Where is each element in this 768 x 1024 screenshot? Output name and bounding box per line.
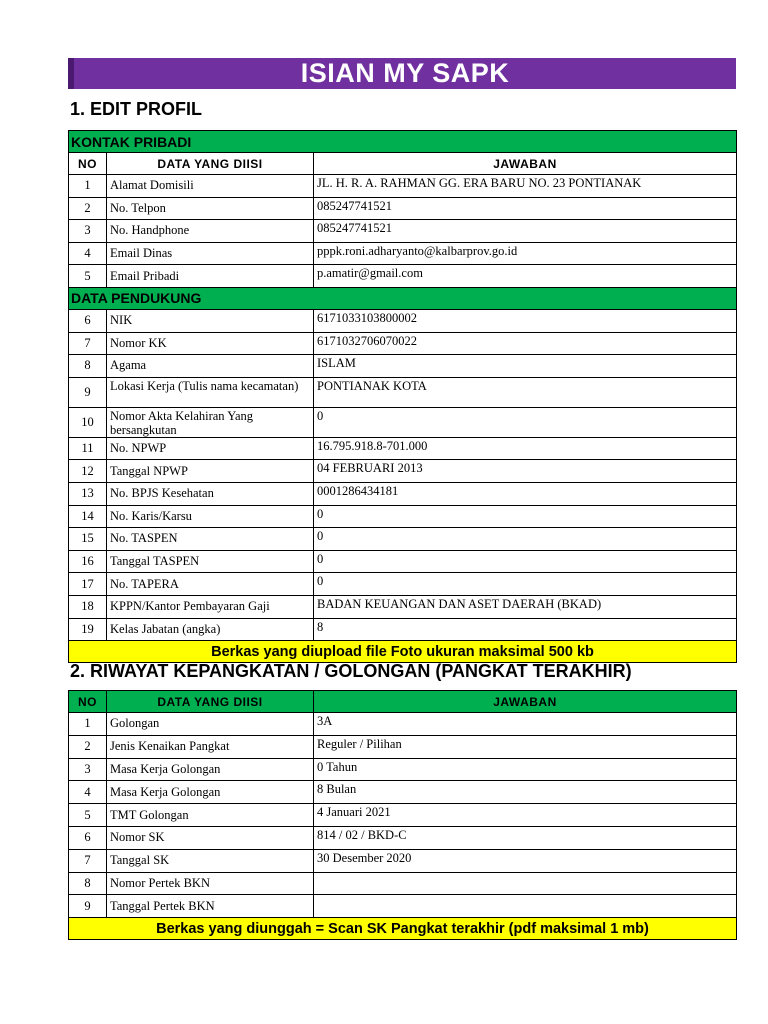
row-number: 11 [69,437,107,460]
row-label: Nomor KK [107,332,314,355]
row-number: 17 [69,573,107,596]
row-label: No. Telpon [107,197,314,220]
row-value: 04 FEBRUARI 2013 [314,460,737,483]
row-number: 1 [69,175,107,198]
row-value: 8 [314,618,737,641]
row-number: 13 [69,482,107,505]
row-label: No. TAPERA [107,573,314,596]
table-row [69,265,737,288]
section-heading-riwayat-kepangkatan: 2. RIWAYAT KEPANGKATAN / GOLONGAN (PANGKAT TERAKHIR) [70,661,632,681]
band-kontak-pribadi [69,131,737,153]
band-data-pendukung [69,287,737,309]
table-row [69,713,737,736]
title-bar [68,58,736,89]
upload-note: Berkas yang diunggah = Scan SK Pangkat terakhir (pdf maksimal 1 mb) [69,918,737,940]
row-value: 4 Januari 2021 [314,804,737,827]
table-row [69,758,737,781]
row-label: Email Dinas [107,242,314,265]
header-row [69,691,737,713]
row-value: 085247741521 [314,220,737,243]
table-row [69,781,737,804]
row-label: NIK [107,309,314,332]
table-row [69,895,737,918]
row-value: 8 Bulan [314,781,737,804]
row-number: 6 [69,826,107,849]
row-number: 4 [69,242,107,265]
page-title: ISIAN MY SAPK [300,58,510,88]
upload-note: Berkas yang diupload file Foto ukuran maksimal 500 kb [69,641,737,663]
table-row [69,550,737,573]
row-number: 16 [69,550,107,573]
row-value: 0 [314,550,737,573]
row-number: 12 [69,460,107,483]
header-row [69,153,737,175]
row-label: Tanggal NPWP [107,460,314,483]
row-value: JL. H. R. A. RAHMAN GG. ERA BARU NO. 23 PONTIANAK [314,175,737,198]
row-value: ISLAM [314,355,737,378]
table-row [69,505,737,528]
table-row [69,460,737,483]
table-row [69,242,737,265]
row-value: 6171033103800002 [314,309,737,332]
row-label: No. TASPEN [107,528,314,551]
row-number: 3 [69,758,107,781]
row-label: Nomor Pertek BKN [107,872,314,895]
row-label: Tanggal Pertek BKN [107,895,314,918]
row-value: p.amatir@gmail.com [314,265,737,288]
row-value: 814 / 02 / BKD-C [314,826,737,849]
row-number: 15 [69,528,107,551]
row-label: Alamat Domisili [107,175,314,198]
riwayat-kepangkatan-table [68,690,737,940]
table-row [69,377,737,407]
table-row [69,197,737,220]
row-label: Lokasi Kerja (Tulis nama kecamatan) [107,377,314,407]
row-number: 10 [69,407,107,437]
row-value: 0 [314,505,737,528]
table-row [69,804,737,827]
row-value [314,895,737,918]
table-row [69,735,737,758]
row-label: Email Pribadi [107,265,314,288]
row-label: Tanggal TASPEN [107,550,314,573]
table-row [69,332,737,355]
row-value: 0001286434181 [314,482,737,505]
row-label: TMT Golongan [107,804,314,827]
row-number: 7 [69,849,107,872]
table-row [69,309,737,332]
header-no: NO [69,153,107,175]
row-number: 9 [69,895,107,918]
row-label: No. Handphone [107,220,314,243]
row-label: Nomor SK [107,826,314,849]
row-label: Agama [107,355,314,378]
row-label: No. Karis/Karsu [107,505,314,528]
row-label: Masa Kerja Golongan [107,781,314,804]
row-value: 16.795.918.8-701.000 [314,437,737,460]
header-data: DATA YANG DIISI [107,691,314,713]
row-value: 0 [314,528,737,551]
table-row [69,175,737,198]
row-value: 0 Tahun [314,758,737,781]
row-value [314,872,737,895]
header-data: DATA YANG DIISI [107,153,314,175]
table-row [69,528,737,551]
row-number: 1 [69,713,107,736]
row-value: Reguler / Pilihan [314,735,737,758]
row-number: 3 [69,220,107,243]
row-number: 7 [69,332,107,355]
row-number: 4 [69,781,107,804]
table-row [69,355,737,378]
band-label: KONTAK PRIBADI [69,131,737,153]
table-row [69,618,737,641]
header-no: NO [69,691,107,713]
row-number: 8 [69,872,107,895]
row-number: 9 [69,377,107,407]
row-label: Masa Kerja Golongan [107,758,314,781]
edit-profil-table [68,130,737,663]
band-label: DATA PENDUKUNG [69,287,737,309]
row-number: 5 [69,804,107,827]
row-label: Tanggal SK [107,849,314,872]
row-label: No. NPWP [107,437,314,460]
table-row [69,573,737,596]
table-row [69,595,737,618]
row-label: Nomor Akta Kelahiran Yang bersangkutan [107,407,314,437]
table-row [69,220,737,243]
row-value: 3A [314,713,737,736]
row-number: 6 [69,309,107,332]
row-label: KPPN/Kantor Pembayaran Gaji [107,595,314,618]
row-value: 6171032706070022 [314,332,737,355]
row-number: 19 [69,618,107,641]
row-value: 0 [314,573,737,596]
table-row [69,482,737,505]
row-label: Jenis Kenaikan Pangkat [107,735,314,758]
row-label: Golongan [107,713,314,736]
row-value: BADAN KEUANGAN DAN ASET DAERAH (BKAD) [314,595,737,618]
row-number: 5 [69,265,107,288]
row-number: 2 [69,197,107,220]
table-row [69,872,737,895]
table-row [69,849,737,872]
table-row [69,437,737,460]
section-heading-edit-profil: 1. EDIT PROFIL [70,99,203,119]
row-label: No. BPJS Kesehatan [107,482,314,505]
row-number: 14 [69,505,107,528]
header-jawaban: JAWABAN [314,691,737,713]
row-number: 8 [69,355,107,378]
row-value: 0 [314,407,737,437]
row-value: 30 Desember 2020 [314,849,737,872]
table-row [69,407,737,437]
row-label: Kelas Jabatan (angka) [107,618,314,641]
row-number: 2 [69,735,107,758]
row-value: pppk.roni.adharyanto@kalbarprov.go.id [314,242,737,265]
header-jawaban: JAWABAN [314,153,737,175]
table-row [69,826,737,849]
row-value: 085247741521 [314,197,737,220]
row-value: PONTIANAK KOTA [314,377,737,407]
row-number: 18 [69,595,107,618]
note-row [69,918,737,940]
